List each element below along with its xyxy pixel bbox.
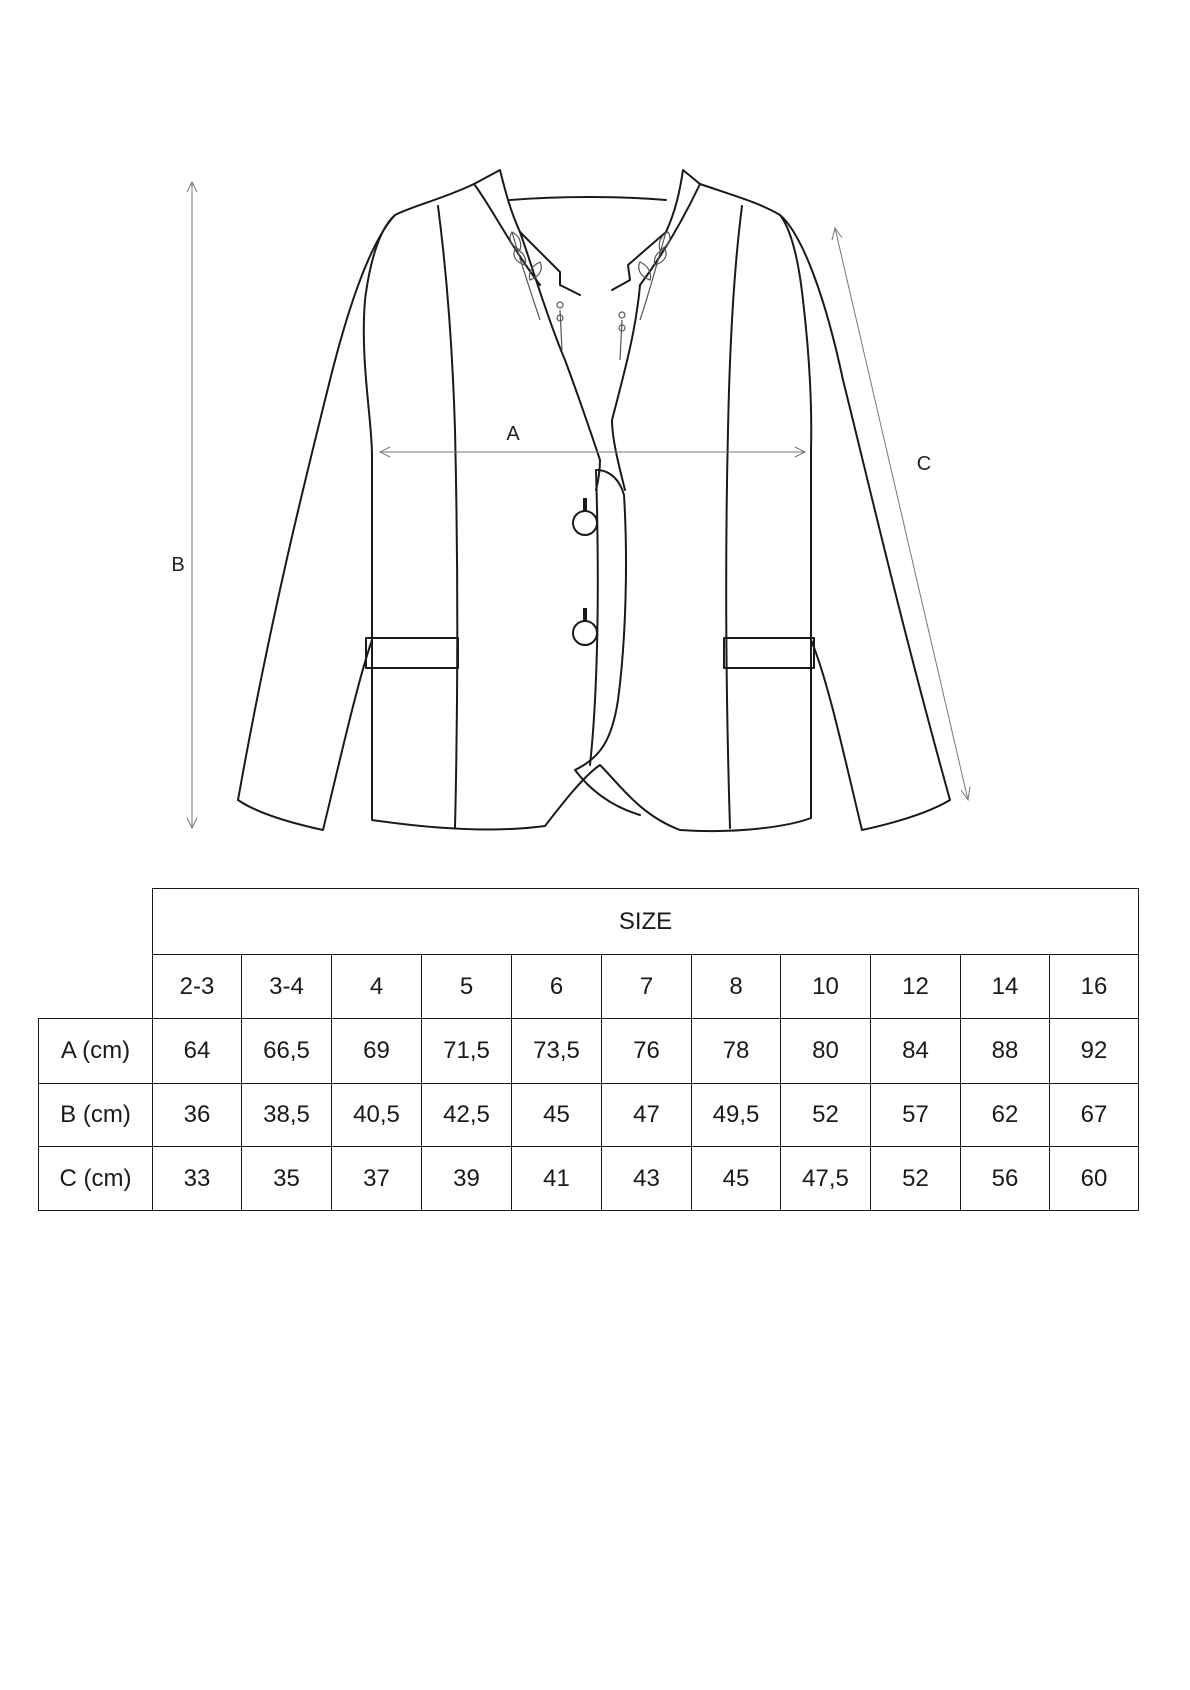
table-cell: 45 <box>512 1084 602 1147</box>
size-label: 5 <box>422 955 512 1019</box>
front-edge-right <box>612 285 640 490</box>
table-cell: 84 <box>871 1019 961 1084</box>
table-cell: 56 <box>961 1147 1050 1211</box>
table-cell: 88 <box>961 1019 1050 1084</box>
size-label: 8 <box>692 955 781 1019</box>
collar-left <box>474 170 580 295</box>
buttons <box>573 498 597 645</box>
size-header: SIZE <box>153 889 1139 955</box>
left-panel-seam <box>438 206 457 828</box>
table-cell: 60 <box>1050 1147 1139 1211</box>
size-table <box>38 888 1139 1211</box>
size-label: 7 <box>602 955 692 1019</box>
neckline <box>510 197 666 200</box>
dimension-lines <box>187 182 970 828</box>
size-label: 10 <box>781 955 871 1019</box>
table-cell: 64 <box>153 1019 242 1084</box>
jacket-body <box>364 184 811 831</box>
table-cell: 80 <box>781 1019 871 1084</box>
table-cell: 66,5 <box>242 1019 332 1084</box>
table-cell: 57 <box>871 1084 961 1147</box>
table-cell: 67 <box>1050 1084 1139 1147</box>
table-cell: 37 <box>332 1147 422 1211</box>
hem-curve <box>575 770 640 815</box>
empty-corner <box>39 889 153 955</box>
size-label: 2-3 <box>153 955 242 1019</box>
table-cell: 38,5 <box>242 1084 332 1147</box>
table-cell: 69 <box>332 1019 422 1084</box>
size-label: 6 <box>512 955 602 1019</box>
button-top <box>573 511 597 535</box>
row-label-c: C (cm) <box>39 1147 153 1211</box>
empty-corner-lower <box>39 955 153 1019</box>
dimension-c-label: C <box>916 453 932 475</box>
table-cell: 73,5 <box>512 1019 602 1084</box>
size-label: 4 <box>332 955 422 1019</box>
pocket-right <box>724 638 814 668</box>
right-panel-seam <box>726 206 742 828</box>
dimension-c-line <box>835 228 968 800</box>
collar-right <box>612 170 700 290</box>
table-cell: 47 <box>602 1084 692 1147</box>
table-cell: 39 <box>422 1147 512 1211</box>
dimension-b-label: B <box>171 554 185 576</box>
size-label: 12 <box>871 955 961 1019</box>
table-cell: 78 <box>692 1019 781 1084</box>
table-cell: 76 <box>602 1019 692 1084</box>
table-cell: 47,5 <box>781 1147 871 1211</box>
table-row-c <box>39 1147 1139 1211</box>
table-cell: 41 <box>512 1147 602 1211</box>
table-cell: 45 <box>692 1147 781 1211</box>
pocket-left <box>366 638 458 668</box>
row-label-b: B (cm) <box>39 1084 153 1147</box>
table-row-a <box>39 1019 1139 1084</box>
dimension-a-label: A <box>506 423 520 445</box>
jacket-outline <box>238 170 950 831</box>
table-row-b <box>39 1084 1139 1147</box>
table-cell: 92 <box>1050 1019 1139 1084</box>
table-cell: 40,5 <box>332 1084 422 1147</box>
table-cell: 42,5 <box>422 1084 512 1147</box>
table-cell: 62 <box>961 1084 1050 1147</box>
table-cell: 33 <box>153 1147 242 1211</box>
button-bottom <box>573 621 597 645</box>
table-cell: 36 <box>153 1084 242 1147</box>
table-cell: 71,5 <box>422 1019 512 1084</box>
table-cell: 52 <box>781 1084 871 1147</box>
row-label-a: A (cm) <box>39 1019 153 1084</box>
table-cell: 52 <box>871 1147 961 1211</box>
table-cell: 43 <box>602 1147 692 1211</box>
table-cell: 35 <box>242 1147 332 1211</box>
size-label: 16 <box>1050 955 1139 1019</box>
size-label: 3-4 <box>242 955 332 1019</box>
table-cell: 49,5 <box>692 1084 781 1147</box>
right-sleeve <box>780 215 950 830</box>
size-label: 14 <box>961 955 1050 1019</box>
